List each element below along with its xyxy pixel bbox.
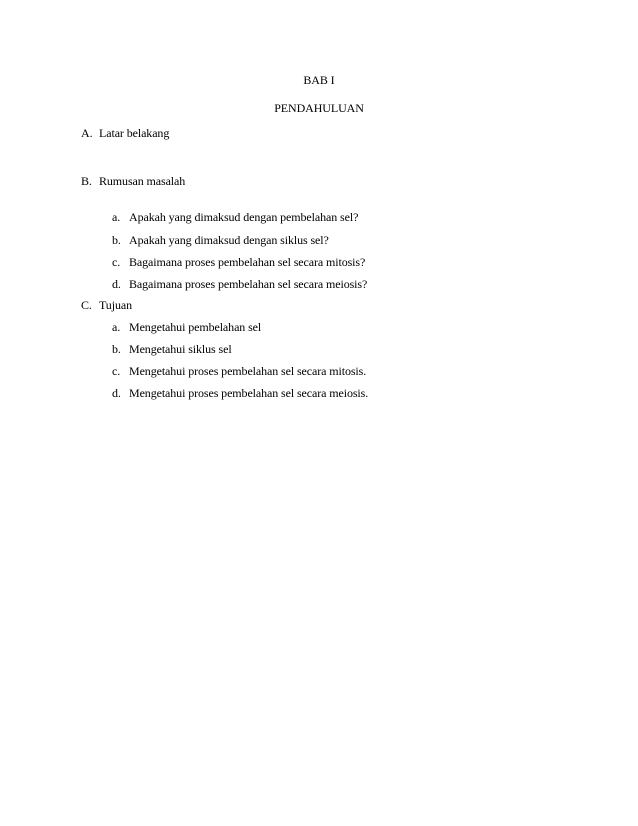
section-title: Tujuan: [99, 298, 132, 312]
item-marker: a.: [112, 210, 121, 224]
list-item: [112, 342, 232, 356]
section-heading-b: [81, 174, 185, 188]
item-text: Apakah yang dimaksud dengan siklus sel?: [129, 233, 329, 247]
section-heading-c: [81, 298, 132, 312]
item-text: Apakah yang dimaksud dengan pembelahan sel?: [129, 210, 359, 224]
list-item: [112, 277, 367, 291]
item-marker: c.: [112, 364, 121, 378]
item-text: Bagaimana proses pembelahan sel secara meiosis?: [129, 277, 368, 291]
list-item: [112, 320, 261, 334]
chapter-title: PENDAHULUAN: [274, 101, 364, 115]
item-text: Mengetahui pembelahan sel: [129, 320, 262, 334]
section-title: Rumusan masalah: [99, 174, 186, 188]
item-marker: a.: [112, 320, 121, 334]
list-item: [112, 233, 329, 247]
item-marker: c.: [112, 255, 121, 269]
section-title: Latar belakang: [99, 126, 170, 140]
item-text: Mengetahui proses pembelahan sel secara mitosis.: [129, 364, 367, 378]
item-text: Mengetahui proses pembelahan sel secara meiosis.: [129, 386, 369, 400]
section-marker: C.: [81, 298, 92, 312]
list-item: [112, 364, 366, 378]
item-marker: d.: [112, 386, 121, 400]
item-marker: b.: [112, 233, 121, 247]
section-heading-a: [81, 126, 169, 140]
item-text: Bagaimana proses pembelahan sel secara mitosis?: [129, 255, 366, 269]
item-text: Mengetahui siklus sel: [129, 342, 232, 356]
section-marker: A.: [81, 126, 93, 140]
list-item: [112, 386, 368, 400]
section-marker: B.: [81, 174, 92, 188]
list-item: [112, 255, 365, 269]
item-marker: d.: [112, 277, 121, 291]
item-marker: b.: [112, 342, 121, 356]
chapter-heading: BAB I: [303, 73, 335, 87]
list-item: [112, 210, 358, 224]
